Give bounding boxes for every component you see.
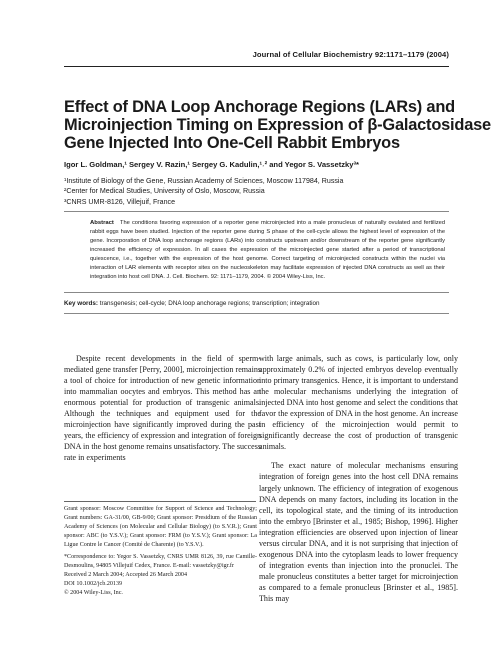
footnote-rule bbox=[64, 501, 256, 502]
keywords bbox=[64, 300, 454, 307]
header-rule bbox=[64, 66, 449, 67]
author-list: Igor L. Goldman,¹ Sergey V. Razin,¹ Sergey G. Kadulin,¹˒² and Yegor S. Vassetzky³* bbox=[64, 160, 359, 169]
affiliations bbox=[64, 176, 464, 207]
journal-citation: Journal of Cellular Biochemistry 92:1171–1179 (2004) bbox=[252, 50, 449, 59]
body-column-right bbox=[259, 353, 458, 604]
affiliation-1: ¹Institute of Biology of the Gene, Russian Academy of Sciences, Moscow 117984, Russia bbox=[64, 177, 344, 185]
correspondence-footnote: *Correspondence to: Yegor S. Vassetzky, CNRS UMR 8126, 39, rue Camille-Desmoulins, 94805 Villejuif Cedex, France. E-mail: vassetzky@igr.fr bbox=[64, 554, 257, 569]
affiliation-3: ³CNRS UMR-8126, Villejuif, France bbox=[64, 197, 176, 206]
abstract-text: The conditions favoring expression of a reporter gene microinjected into a male pronucleus of naturally ovulated and fertilized rabbit eggs have been studied. Injection of the reporter gene during S phase of the cell-cycle allows the highest level of expression of the gene. Incorporation of DNA loop anchorage regions (LARs) into constructs upstream and/or downstream of the reporter gene significantly increased the efficiency of expression. In all cases the expression of the microinjected gene started after a period of transcriptional quiescence, i.e., together with the expression of the host genome. Correct targeting of microinjected constructs within the nuclei via interaction of LAR elements with receptor sites on the nucleoskeleton may facilitate expression of injected DNA constructs as well as their integration into host cell DNA. J. Cell. Biochem. 92: 1171–1179, 2004. © 2004 Wiley-Liss, Inc. bbox=[90, 220, 445, 280]
body-paragraph: with large animals, such as cows, is particularly low, only approximately 0.2% of injected embryos develop eventually into primary transgenics. Hence, it is important to understand the molecular mechanisms underlying the integration of injected DNA into host genome and select the conditions that favor the expression of DNA in the host genome. An increase in efficiency of the microinjection would permit to significantly decrease the cost of production of transgenic animals. bbox=[259, 354, 458, 452]
article-title bbox=[64, 98, 491, 153]
keywords-top-rule bbox=[64, 292, 449, 293]
keywords-label: Key words: bbox=[64, 300, 98, 307]
abstract-label: Abstract bbox=[90, 220, 114, 226]
body-paragraph: The exact nature of molecular mechanisms ensuring integration of foreign genes into the host cell DNA remains largely unknown. The efficiency of integration of exogenous DNA depends on many factors, including its location in the cell, its topological state, and the timing of its introduction into the embryo [Brinster et al., 1985; Bishop, 1996]. Higher integration efficiencies are observed upon injection of linear versus circular DNA, and it is not surprising that injection of exogenous DNA into the cytoplasm leads to lower frequency of integration events than injection into the pronuclei. The male pronucleus constitutes a better target for microinjection as compared to a female pronucleus [Brinster et al., 1985]. This may bbox=[259, 461, 458, 603]
footnotes bbox=[64, 505, 257, 598]
doi: DOI 10.1002/jcb.20139 bbox=[64, 581, 123, 587]
copyright: © 2004 Wiley-Liss, Inc. bbox=[64, 590, 123, 596]
title-line-1: Effect of DNA Loop Anchorage Regions (LARs) and bbox=[64, 98, 455, 116]
body-paragraph: Despite recent developments in the field of sperm-mediated gene transfer [Perry, 2000], microinjection remains a tool of choice for introduction of new genetic information into mammalian oocytes and embryos. This method has an enormous potential for production of transgenic animals. Although the techniques and equipment used for the microinjection have significantly improved during the past years, the efficiency of expression and integration of foreign DNA in the host genome remains unsatisfactory. The success rate in experiments bbox=[64, 354, 261, 463]
body-column-left bbox=[64, 353, 261, 463]
received-date: Received 2 March 2004; Accepted 26 March 2004 bbox=[64, 572, 188, 578]
abstract bbox=[90, 219, 445, 282]
title-line-2: Microinjection Timing on Expression of β-Galactosidase bbox=[64, 116, 491, 135]
affiliation-2: ²Center for Medical Studies, University of Oslo, Moscow, Russia bbox=[64, 187, 265, 196]
keywords-text: transgenesis; cell-cycle; DNA loop anchorage regions; transcription; integration bbox=[99, 300, 320, 307]
keywords-bottom-rule bbox=[64, 313, 449, 314]
grant-footnote: Grant sponsor: Moscow Committee for Support of Science and Technology; Grant numbers: GA-31/00, GB-9/00; Grant sponsor: Presidium of the Russian Academy of Sciences (on Molecular and Cellular Biology) (to S.V.R.); Grant sponsor: ABC (to Y.S.V.); Grant sponsor: FRM (to Y.S.V.); Grant sponsor: La Ligue Contre le Cancer (Comité de Charente) (to Y.S.V.). bbox=[64, 506, 257, 548]
abstract-top-rule bbox=[64, 211, 449, 212]
title-line-3: Gene Injected Into One-Cell Rabbit Embryos bbox=[64, 134, 400, 153]
